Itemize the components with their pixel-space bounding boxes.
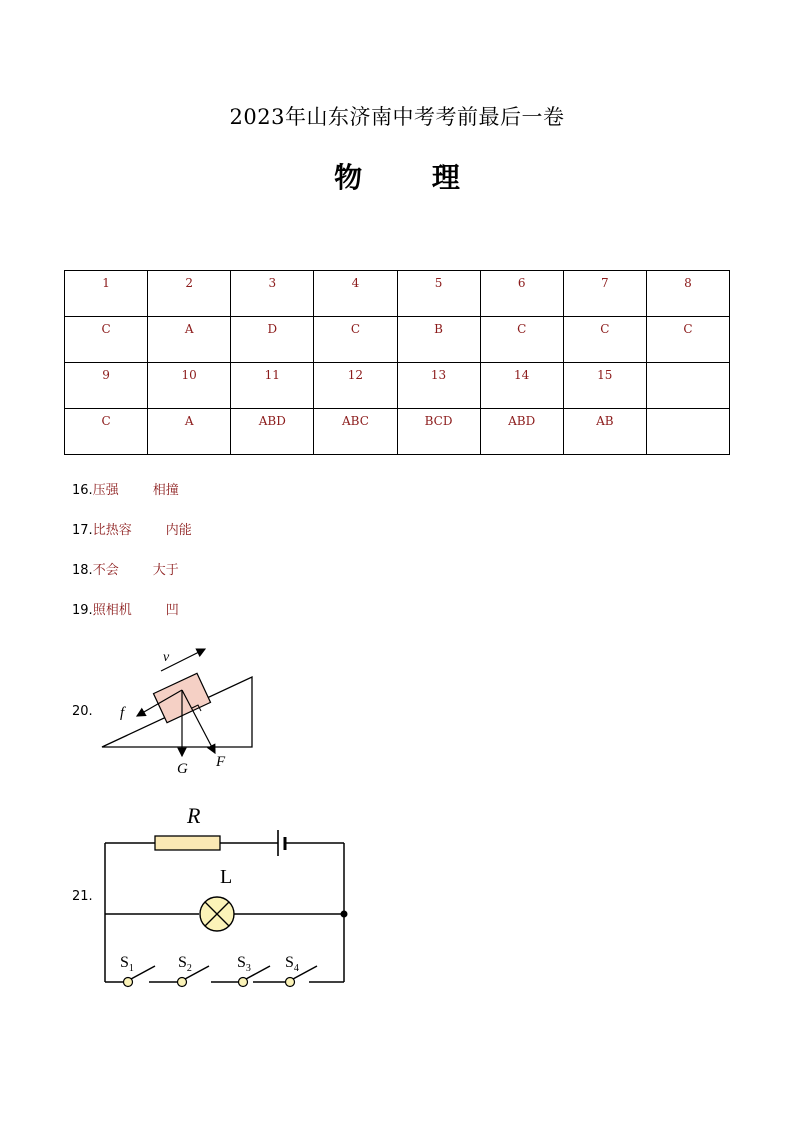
table-row	[65, 317, 730, 363]
question-number: 18.	[72, 563, 93, 578]
table-cell: 3	[231, 271, 314, 317]
table-cell: C	[65, 409, 148, 455]
table-cell: 4	[314, 271, 397, 317]
table-cell: C	[65, 317, 148, 363]
answer-blank-2: 相撞	[152, 483, 179, 498]
table-cell: 13	[397, 363, 480, 409]
table-cell: BCD	[397, 409, 480, 455]
table-cell: A	[148, 409, 231, 455]
question-number: 17.	[72, 523, 93, 538]
table-cell: C	[314, 317, 397, 363]
table-cell: 7	[563, 271, 646, 317]
table-cell: A	[148, 317, 231, 363]
table-cell: ABD	[231, 409, 314, 455]
table-cell: C	[480, 317, 563, 363]
answer-blank-2: 大于	[152, 563, 179, 578]
answer-17	[72, 519, 192, 538]
table-cell: ABD	[480, 409, 563, 455]
table-cell: 15	[563, 363, 646, 409]
circuit-diagram	[95, 795, 365, 995]
subject-heading: 物 理	[334, 161, 490, 194]
table-cell: 10	[148, 363, 231, 409]
label-resistor: R	[187, 803, 201, 828]
label-force-f: F	[216, 754, 226, 770]
incline-force-diagram	[95, 640, 275, 780]
question-number-20: 20.	[72, 704, 93, 719]
table-cell: 11	[231, 363, 314, 409]
answer-19	[72, 599, 179, 618]
label-s2: $S_2$	[178, 954, 192, 974]
table-cell: 5	[397, 271, 480, 317]
table-cell: 6	[480, 271, 563, 317]
table-cell: AB	[563, 409, 646, 455]
answer-blank-1: 不会	[92, 563, 119, 578]
table-row	[65, 363, 730, 409]
answer-blank-1: 压强	[92, 483, 119, 498]
label-v: v	[163, 650, 170, 665]
label-s4: $S_4$	[285, 954, 299, 974]
question-number-21: 21.	[72, 889, 93, 904]
answer-blank-1: 比热容	[92, 523, 132, 538]
answer-blank-2: 内能	[165, 523, 192, 538]
table-cell: ABC	[314, 409, 397, 455]
table-cell: 2	[148, 271, 231, 317]
resistor	[155, 836, 220, 850]
label-f: f	[120, 705, 125, 721]
junction-dot	[341, 911, 348, 918]
answer-16	[72, 479, 179, 498]
answer-blank-2: 凹	[165, 603, 179, 618]
label-g: G	[177, 761, 188, 777]
table-cell: D	[231, 317, 314, 363]
table-cell	[646, 363, 729, 409]
table-cell: C	[646, 317, 729, 363]
answer-table	[64, 270, 730, 455]
table-cell: 1	[65, 271, 148, 317]
table-row	[65, 409, 730, 455]
question-number: 19.	[72, 603, 93, 618]
question-number: 16.	[72, 483, 93, 498]
label-lamp: L	[220, 866, 233, 888]
table-row	[65, 271, 730, 317]
table-cell: B	[397, 317, 480, 363]
table-cell: 9	[65, 363, 148, 409]
label-s1: $S_1$	[120, 954, 134, 974]
table-cell: 12	[314, 363, 397, 409]
page-title: 2023年山东济南中考考前最后一卷	[229, 105, 565, 129]
answer-18	[72, 559, 179, 578]
table-cell	[646, 409, 729, 455]
answer-blank-1: 照相机	[92, 603, 132, 618]
label-s3: $S_3$	[237, 954, 251, 974]
table-cell: C	[563, 317, 646, 363]
table-cell: 14	[480, 363, 563, 409]
table-cell: 8	[646, 271, 729, 317]
